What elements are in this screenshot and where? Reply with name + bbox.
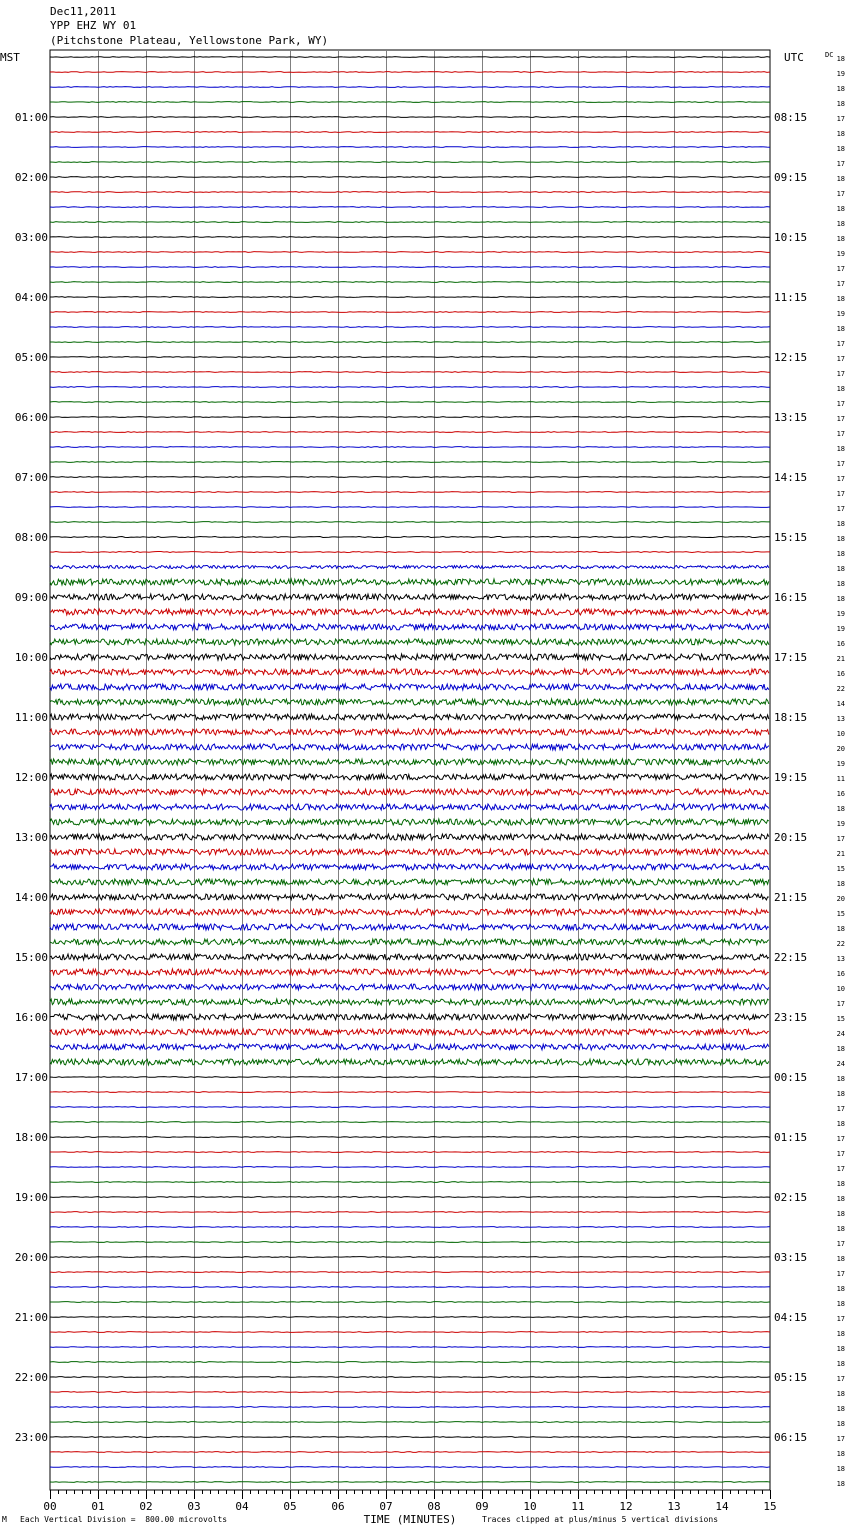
dc-offset-label: 17 [836,1135,845,1143]
utc-hour-label: 11:15 [774,291,808,304]
trace-line [50,1332,770,1333]
dc-offset-label: 17 [836,490,845,498]
trace-line [50,417,770,418]
trace-line [50,744,769,750]
trace-line [50,939,769,945]
trace-line [50,327,770,328]
trace-line [50,1107,770,1108]
dc-offset-label: 17 [836,190,845,198]
dc-offset-label: 18 [836,445,845,453]
trace-line [50,669,769,675]
dc-offset-label: 17 [836,280,845,288]
trace-line [50,1059,769,1065]
trace-line [50,1212,770,1213]
trace-line [50,372,770,373]
dc-offset-label: 24 [836,1030,845,1038]
trace-line [50,1452,770,1453]
dc-offset-label: 18 [836,925,845,933]
dc-offset-label: 19 [836,625,845,633]
corner-mark: M [2,1515,7,1524]
utc-hour-label: 23:15 [774,1011,808,1024]
trace-line [50,387,770,388]
trace-line [50,282,770,283]
trace-line [50,132,770,133]
trace-line [50,1029,769,1035]
trace-line [50,342,770,343]
trace-line [50,819,769,825]
trace-line [50,357,770,358]
trace-line [50,222,770,223]
dc-offset-label: 16 [836,790,845,798]
trace-line [50,72,770,73]
mst-hour-label: 23:00 [14,1431,48,1444]
scale-note: Each Vertical Division = 800.00 microvolts [20,1515,228,1524]
utc-hour-label: 12:15 [774,351,808,364]
trace-line [50,1377,770,1378]
dc-offset-label: 18 [836,1300,845,1308]
dc-offset-label: 15 [836,910,845,918]
x-tick-label: 08 [427,1500,441,1513]
mst-hour-label: 22:00 [14,1371,48,1384]
trace-line [50,312,770,313]
dc-offset-label: 18 [836,1390,845,1398]
dc-offset-label: 18 [836,1465,845,1473]
trace-line [50,579,769,585]
x-tick-label: 01 [91,1500,105,1513]
trace-line [50,87,770,88]
utc-hour-label: 22:15 [774,951,808,964]
dc-offset-label: 18 [836,595,845,603]
dc-offset-label: 13 [836,955,845,963]
trace-line [50,492,770,493]
trace-line [50,1422,770,1423]
x-tick-label: 13 [667,1500,681,1513]
trace-line [50,477,770,478]
trace-line [50,1122,770,1123]
trace-line [50,1317,770,1318]
utc-hour-label: 04:15 [774,1311,808,1324]
dc-offset-label: 17 [836,370,845,378]
trace-line [50,789,769,795]
dc-offset-label: 18 [836,580,845,588]
mst-hour-label: 20:00 [14,1251,48,1264]
mst-hour-label: 10:00 [14,651,48,664]
dc-offset-label: 17 [836,430,845,438]
trace-line [50,699,769,705]
dc-offset-label: 18 [836,175,845,183]
mst-hour-label: 06:00 [14,411,48,424]
utc-hour-label: 05:15 [774,1371,808,1384]
dc-offset-label: 17 [836,1375,845,1383]
trace-line [50,552,770,553]
trace-line [50,297,770,298]
utc-hour-label: 18:15 [774,711,808,724]
trace-line [50,1182,770,1183]
dc-offset-label: 16 [836,670,845,678]
trace-line [50,522,770,523]
utc-hour-label: 06:15 [774,1431,808,1444]
station-code: YPP EHZ WY 01 [50,19,137,32]
trace-line [50,654,769,660]
dc-offset-label: 18 [836,880,845,888]
trace-line [50,207,770,208]
station-location: (Pitchstone Plateau, Yellowstone Park, WY) [50,34,329,47]
trace-line [50,147,770,148]
trace-line [50,1437,770,1438]
x-tick-label: 10 [523,1500,537,1513]
trace-line [50,1482,770,1483]
dc-offset-label: 17 [836,505,845,513]
mst-hour-label: 02:00 [14,171,48,184]
mst-hour-label: 03:00 [14,231,48,244]
dc-offset-label: 17 [836,415,845,423]
trace-line [50,759,769,765]
dc-offset-label: 18 [836,130,845,138]
trace-line [50,1467,770,1468]
dc-offset-label: 18 [836,385,845,393]
trace-line [50,1014,769,1020]
trace-line [50,594,769,600]
mst-hour-label: 07:00 [14,471,48,484]
dc-offset-label: 15 [836,865,845,873]
trace-line [50,774,769,780]
trace-line [50,1227,770,1228]
dc-offset-label: 18 [836,1045,845,1053]
trace-line [50,102,770,103]
dc-offset-label: 17 [836,1270,845,1278]
dc-offset-label: 21 [836,850,845,858]
mst-label: MST [0,51,20,64]
utc-label: UTC [784,51,804,64]
dc-offset-label: 10 [836,730,845,738]
mst-hour-label: 17:00 [14,1071,48,1084]
dc-offset-label: 18 [836,1330,845,1338]
trace-line [50,237,770,238]
dc-offset-label: 17 [836,400,845,408]
dc-offset-label: 22 [836,940,845,948]
utc-hour-label: 03:15 [774,1251,808,1264]
utc-hour-label: 20:15 [774,831,808,844]
trace-line [50,447,770,448]
x-tick-label: 04 [235,1500,249,1513]
trace-line [50,639,769,645]
mst-hour-label: 16:00 [14,1011,48,1024]
dc-offset-label: 14 [836,700,845,708]
dc-offset-label: 18 [836,1225,845,1233]
dc-offset-label: 17 [836,340,845,348]
trace-line [50,864,769,870]
mst-hour-label: 18:00 [14,1131,48,1144]
mst-hour-label: 01:00 [14,111,48,124]
clip-note: Traces clipped at plus/minus 5 vertical divisions [482,1515,719,1524]
dc-offset-label: 18 [836,325,845,333]
dc-offset-label: 15 [836,1015,845,1023]
trace-line [50,1152,770,1153]
plot-frame [50,50,770,1490]
mst-hour-label: 19:00 [14,1191,48,1204]
dc-offset-label: 18 [836,220,845,228]
dc-offset-label: 18 [836,1360,845,1368]
dc-offset-label: 17 [836,160,845,168]
utc-hour-label: 14:15 [774,471,808,484]
trace-line [50,192,770,193]
dc-offset-label: 17 [836,1315,845,1323]
dc-offset-label: 20 [836,745,845,753]
utc-hour-label: 15:15 [774,531,808,544]
dc-offset-label: 18 [836,1120,845,1128]
mst-hour-label: 11:00 [14,711,48,724]
dc-header-label: DC [825,51,834,59]
trace-line [50,1302,770,1303]
trace-line [50,894,769,900]
utc-hour-label: 16:15 [774,591,808,604]
dc-offset-label: 18 [836,145,845,153]
trace-line [50,1044,769,1050]
dc-offset-label: 18 [836,1405,845,1413]
mst-hour-label: 08:00 [14,531,48,544]
x-tick-label: 05 [283,1500,297,1513]
dc-offset-label: 20 [836,895,845,903]
x-tick-label: 11 [571,1500,585,1513]
trace-line [50,1077,770,1078]
mst-hour-label: 04:00 [14,291,48,304]
dc-offset-label: 19 [836,250,845,258]
dc-offset-label: 18 [836,205,845,213]
trace-line [50,1137,770,1138]
mst-hour-label: 09:00 [14,591,48,604]
dc-offset-label: 19 [836,70,845,78]
dc-offset-label: 18 [836,100,845,108]
trace-line [50,566,769,569]
mst-hour-label: 12:00 [14,771,48,784]
dc-offset-label: 17 [836,1150,845,1158]
trace-line [50,924,769,930]
dc-offset-label: 19 [836,760,845,768]
dc-offset-label: 19 [836,820,845,828]
mst-hour-label: 05:00 [14,351,48,364]
trace-line [50,537,770,538]
trace-line [50,252,770,253]
x-axis-label: TIME (MINUTES) [363,1513,457,1526]
x-tick-label: 07 [379,1500,393,1513]
trace-line [50,909,769,915]
dc-offset-label: 17 [836,835,845,843]
trace-line [50,999,769,1005]
dc-offset-label: 18 [836,565,845,573]
trace-line [50,462,770,463]
trace-line [50,57,770,58]
utc-hour-label: 00:15 [774,1071,808,1084]
x-tick-label: 12 [619,1500,633,1513]
trace-line [50,1092,770,1093]
dc-offset-label: 18 [836,55,845,63]
dc-offset-label: 18 [836,85,845,93]
dc-offset-label: 18 [836,295,845,303]
trace-line [50,879,769,885]
trace-line [50,804,769,810]
mst-hour-label: 13:00 [14,831,48,844]
chart-date: Dec11,2011 [50,5,117,18]
dc-offset-label: 18 [836,1075,845,1083]
trace-line [50,1362,770,1363]
dc-offset-label: 17 [836,460,845,468]
x-tick-label: 06 [331,1500,345,1513]
dc-offset-label: 17 [836,1240,845,1248]
utc-hour-label: 17:15 [774,651,808,664]
trace-line [50,1197,770,1198]
dc-offset-label: 17 [836,1105,845,1113]
dc-offset-label: 18 [836,235,845,243]
utc-hour-label: 02:15 [774,1191,808,1204]
dc-offset-label: 10 [836,985,845,993]
dc-offset-label: 18 [836,1195,845,1203]
trace-line [50,507,770,508]
dc-offset-label: 18 [836,1480,845,1488]
dc-offset-label: 18 [836,1420,845,1428]
trace-line [50,834,769,840]
x-tick-label: 09 [475,1500,489,1513]
trace-line [50,1347,770,1348]
mst-hour-label: 21:00 [14,1311,48,1324]
dc-offset-label: 17 [836,1165,845,1173]
trace-line [50,267,770,268]
dc-offset-label: 24 [836,1060,845,1068]
trace-line [50,849,769,855]
dc-offset-label: 18 [836,805,845,813]
dc-offset-label: 18 [836,520,845,528]
dc-offset-label: 13 [836,715,845,723]
trace-line [50,117,770,118]
trace-line [50,1257,770,1258]
dc-offset-label: 18 [836,1255,845,1263]
dc-offset-label: 18 [836,1090,845,1098]
dc-offset-label: 17 [836,475,845,483]
dc-offset-label: 19 [836,310,845,318]
utc-hour-label: 01:15 [774,1131,808,1144]
x-tick-label: 00 [43,1500,57,1513]
trace-line [50,162,770,163]
utc-hour-label: 10:15 [774,231,808,244]
trace-line [50,402,770,403]
trace-line [50,1392,770,1393]
utc-hour-label: 08:15 [774,111,808,124]
x-tick-label: 03 [187,1500,201,1513]
trace-line [50,1167,770,1168]
mst-hour-label: 14:00 [14,891,48,904]
trace-line [50,1272,770,1273]
utc-hour-label: 09:15 [774,171,808,184]
trace-line [50,684,769,690]
dc-offset-label: 17 [836,355,845,363]
utc-hour-label: 19:15 [774,771,808,784]
trace-line [50,969,769,975]
mst-hour-label: 15:00 [14,951,48,964]
dc-offset-label: 18 [836,1210,845,1218]
trace-line [50,432,770,433]
trace-line [50,1407,770,1408]
dc-offset-label: 22 [836,685,845,693]
dc-offset-label: 17 [836,1435,845,1443]
dc-offset-label: 18 [836,1180,845,1188]
dc-offset-label: 16 [836,640,845,648]
dc-offset-label: 18 [836,550,845,558]
dc-offset-label: 18 [836,1450,845,1458]
trace-line [50,984,769,990]
dc-offset-label: 21 [836,655,845,663]
dc-offset-label: 18 [836,1285,845,1293]
x-tick-label: 02 [139,1500,153,1513]
dc-offset-label: 16 [836,970,845,978]
utc-hour-label: 13:15 [774,411,808,424]
trace-line [50,177,770,178]
trace-line [50,954,769,960]
trace-line [50,609,769,615]
dc-offset-label: 18 [836,1345,845,1353]
dc-offset-label: 17 [836,265,845,273]
dc-offset-label: 17 [836,1000,845,1008]
x-tick-label: 14 [715,1500,729,1513]
dc-offset-label: 11 [836,775,845,783]
trace-line [50,1287,770,1288]
dc-offset-label: 18 [836,535,845,543]
dc-offset-label: 17 [836,115,845,123]
dc-offset-label: 19 [836,610,845,618]
trace-line [50,624,769,630]
trace-line [50,1242,770,1243]
trace-line [50,729,769,735]
trace-line [50,714,769,720]
x-tick-label: 15 [763,1500,777,1513]
utc-hour-label: 21:15 [774,891,808,904]
